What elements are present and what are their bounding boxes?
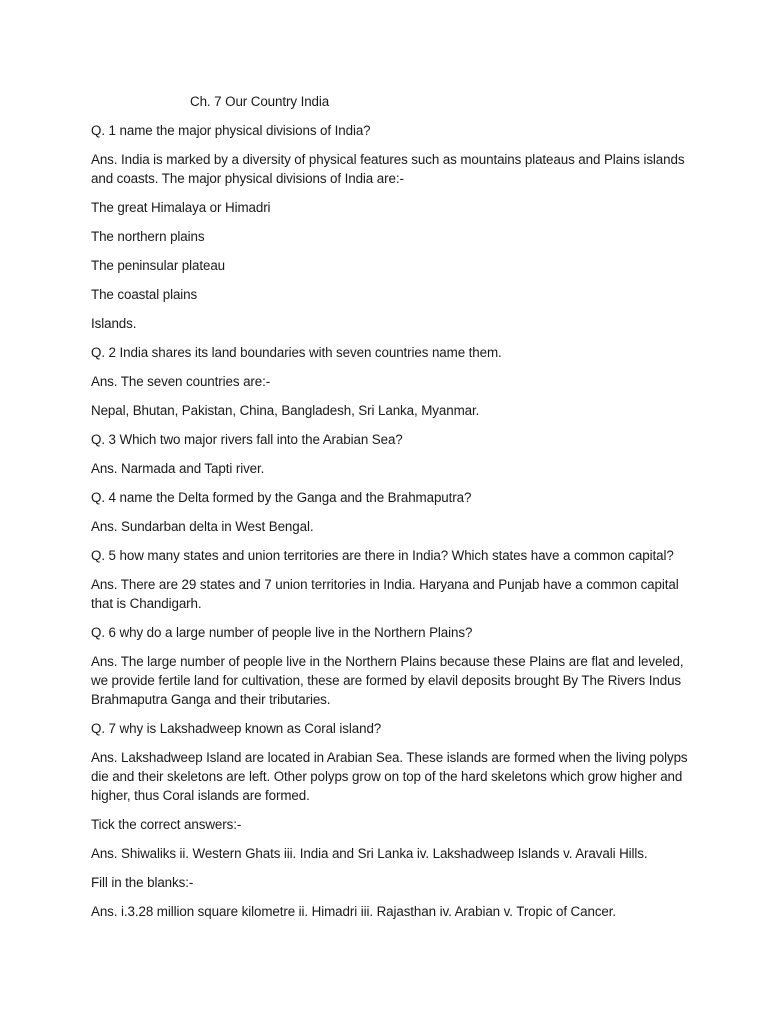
paragraph-q2: Q. 2 India shares its land boundaries with seven countries name them. <box>91 345 502 360</box>
list-item-himalaya: The great Himalaya or Himadri <box>91 200 271 215</box>
paragraph-a6: Ans. The large number of people live in the Northern Plains because these Plains are flat and leveled, we provide fertile land for cultivation, these are formed by elavil deposits brought By The Rivers Indus Brahmaputra Ganga and their tributaries. <box>91 654 684 707</box>
list-item-islands: Islands. <box>91 316 137 331</box>
paragraph-tick-heading: Tick the correct answers:- <box>91 817 242 832</box>
paragraph-fill-heading: Fill in the blanks:- <box>91 875 194 890</box>
paragraph-a4: Ans. Sundarban delta in West Bengal. <box>91 519 314 534</box>
chapter-title: Ch. 7 Our Country India <box>190 94 330 109</box>
paragraph-countries: Nepal, Bhutan, Pakistan, China, Bangladesh, Sri Lanka, Myanmar. <box>91 403 480 418</box>
paragraph-a7: Ans. Lakshadweep Island are located in Arabian Sea. These islands are formed when the living polyps die and their skeletons are left. Other polyps grow on top of the hard skeletons which grow higher and higher, thus Coral islands are formed. <box>91 750 688 803</box>
list-item-northern-plains: The northern plains <box>91 229 205 244</box>
paragraph-q3: Q. 3 Which two major rivers fall into the Arabian Sea? <box>91 432 403 447</box>
paragraph-q1: Q. 1 name the major physical divisions of India? <box>91 123 371 138</box>
list-item-coastal-plains: The coastal plains <box>91 287 198 302</box>
paragraph-a5: Ans. There are 29 states and 7 union territories in India. Haryana and Punjab have a common capital that is Chandigarh. <box>91 577 679 611</box>
paragraph-q4: Q. 4 name the Delta formed by the Ganga and the Brahmaputra? <box>91 490 472 505</box>
list-item-peninsular-plateau: The peninsular plateau <box>91 258 226 273</box>
paragraph-tick-answers: Ans. Shiwaliks ii. Western Ghats iii. India and Sri Lanka iv. Lakshadweep Islands v. Aravali Hills. <box>91 846 648 861</box>
paragraph-q7: Q. 7 why is Lakshadweep known as Coral island? <box>91 721 382 736</box>
paragraph-a3: Ans. Narmada and Tapti river. <box>91 461 265 476</box>
paragraph-q6: Q. 6 why do a large number of people live in the Northern Plains? <box>91 625 473 640</box>
paragraph-fill-answers: Ans. i.3.28 million square kilometre ii. Himadri iii. Rajasthan iv. Arabian v. Tropic of Cancer. <box>91 904 617 919</box>
paragraph-a1: Ans. India is marked by a diversity of physical features such as mountains plateaus and Plains islands and coasts. The major physical divisions of India are:- <box>91 152 685 186</box>
paragraph-q5: Q. 5 how many states and union territories are there in India? Which states have a common capital? <box>91 548 674 563</box>
paragraph-a2: Ans. The seven countries are:- <box>91 374 271 389</box>
document-body <box>91 92 691 931</box>
